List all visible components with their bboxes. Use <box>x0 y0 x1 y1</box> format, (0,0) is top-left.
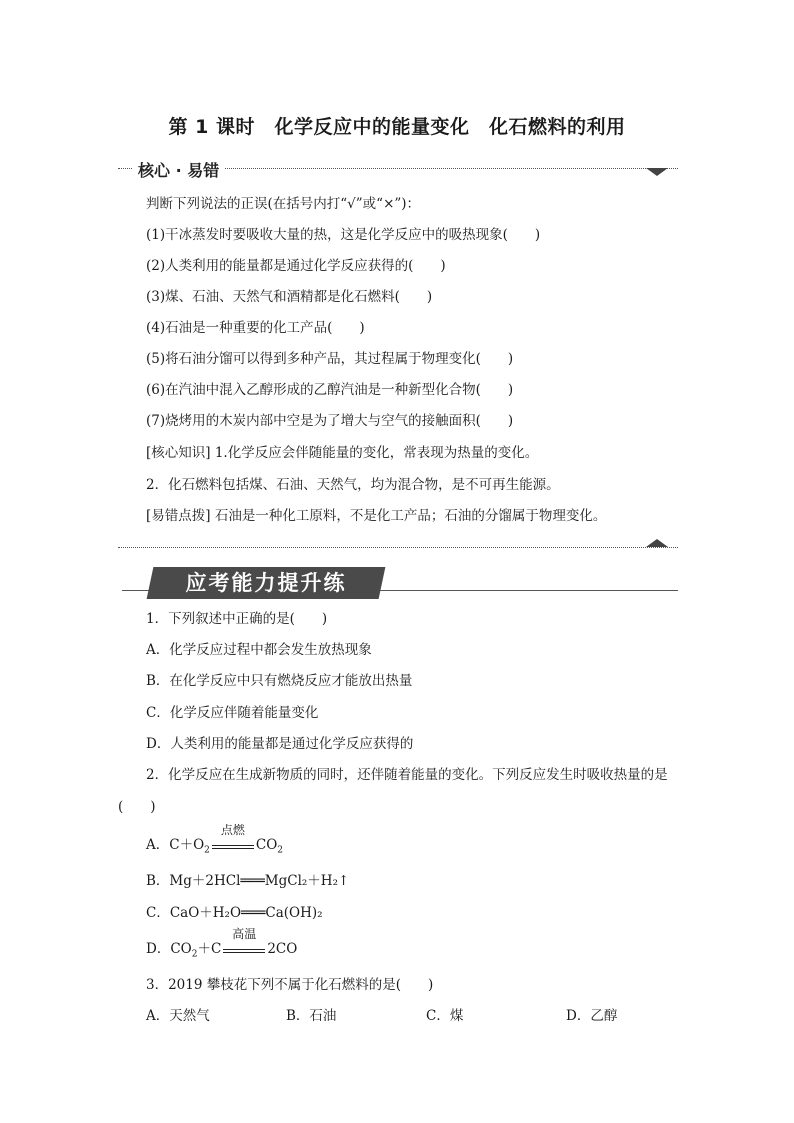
section-footer-core <box>118 538 678 566</box>
q1-stem: 1．下列叙述中正确的是( ) <box>146 611 328 627</box>
reaction-arrow <box>210 823 256 849</box>
section-header-core <box>118 158 678 186</box>
q2-option-a-product: CO <box>255 837 278 853</box>
triangle-down-icon <box>646 168 668 176</box>
reaction-condition: 点燃 <box>220 823 245 837</box>
q2-option-a-reactants: A．C＋O <box>146 837 205 853</box>
judge-item-6: (6)在汽油中混入乙醇形成的乙醇汽油是一种新型化合物( ) <box>146 382 514 398</box>
q3-stem: 3．2019 攀枝花下列不属于化石燃料的是( ) <box>146 977 434 993</box>
judge-item-5: (5)将石油分馏可以得到多种产品，其过程属于物理变化( ) <box>146 351 514 367</box>
judge-item-1: (1)干冰蒸发时要吸收大量的热，这是化学反应中的吸热现象( ) <box>146 227 541 243</box>
judge-intro: 判断下列说法的正误(在括号内打“√”或“×”)： <box>146 196 421 212</box>
core-knowledge-1: [核心知识] 1.化学反应会伴随能量的变化，常表现为热量的变化。 <box>146 445 539 461</box>
judge-item-2: (2)人类利用的能量都是通过化学反应获得的( ) <box>146 258 446 274</box>
subscript: 2 <box>204 845 210 856</box>
q1-option-d: D．人类利用的能量都是通过化学反应获得的 <box>146 736 414 752</box>
subscript: 2 <box>191 949 198 960</box>
q2-option-d-product: 2CO <box>267 941 298 957</box>
section-label-core: 核心 · 易错 <box>132 158 225 181</box>
triangle-up-icon <box>646 539 668 547</box>
q2-option-d-reactant: D．CO <box>146 941 192 957</box>
q1-option-a: A．化学反应过程中都会发生放热现象 <box>146 642 372 658</box>
judge-item-3: (3)煤、石油、天然气和酒精都是化石燃料( ) <box>146 289 433 305</box>
error-tip: [易错点拨] 石油是一种化工原料，不是化工产品；石油的分馏属于物理变化。 <box>146 508 607 524</box>
q2-option-c: C．CaO＋H₂O═══Ca(OH)₂ <box>146 905 323 921</box>
q2-option-d-reactant-2: ＋C <box>197 941 222 957</box>
dotted-divider <box>118 547 678 548</box>
subscript: 2 <box>277 845 284 856</box>
q2-option-b: B．Mg＋2HCl═══MgCl₂＋H₂↑ <box>146 873 350 889</box>
q3-option-d: D．乙醇 <box>566 1008 618 1024</box>
judge-item-4: (4)石油是一种重要的化工产品( ) <box>146 320 365 336</box>
q1-option-c: C．化学反应伴随着能量变化 <box>146 705 319 721</box>
core-knowledge-2: 2．化石燃料包括煤、石油、天然气，均为混合物，是不可再生能源。 <box>146 477 560 493</box>
q3-option-a: A．天然气 <box>146 1008 210 1024</box>
q2-stem-line1: 2．化学反应在生成新物质的同时，还伴随着能量的变化。下列反应发生时吸收热量的是 <box>146 767 668 783</box>
reaction-condition: 高温 <box>232 927 257 941</box>
judge-item-7: (7)烧烤用的木炭内部中空是为了增大与空气的接触面积( ) <box>146 413 514 429</box>
q3-option-c: C．煤 <box>426 1008 464 1024</box>
q1-option-b: B．在化学反应中只有燃烧反应才能放出热量 <box>146 673 413 689</box>
q3-option-b: B．石油 <box>286 1008 337 1024</box>
page-title: 第 1 课时 化学反应中的能量变化 化石燃料的利用 <box>168 116 626 138</box>
q2-stem-line2: ( ) <box>118 799 156 815</box>
q2-option-a <box>146 823 284 860</box>
section-banner-practice: 应考能力提升练 <box>185 571 347 595</box>
reaction-arrow <box>221 927 267 953</box>
q2-option-d <box>146 927 298 964</box>
